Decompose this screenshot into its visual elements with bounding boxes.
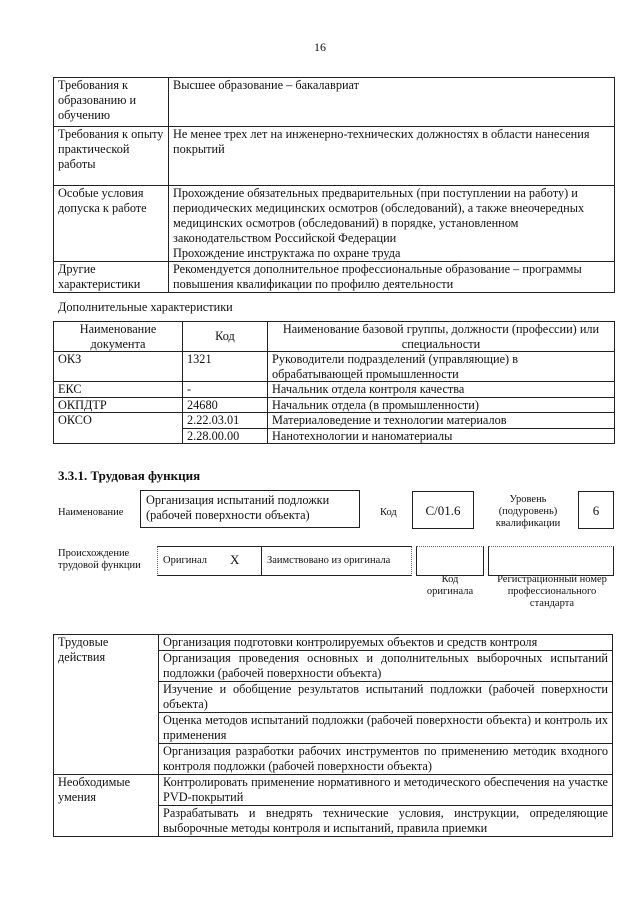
action-item: Организация подготовки контролируемых объектов и средств контроля [159,635,613,651]
action-item: Организация разработки рабочих инструментов по применению методик входного контроля подложки (рабочей поверхности объекта) [159,744,613,775]
requirement-value-line: Прохождение обязательных предварительных (при поступлении на работу) и периодических медицинских осмотров (обследований), а также внеочередных медицинских осмотров (обследований) в порядке, установленном законодательством Российской Федерации [173,186,585,245]
skill-item: Разрабатывать и внедрять технические условия, инструкции, определяющие выборочные методы контроля и испытаний, правила приемки [159,806,613,837]
table-cell-name: Начальник отдела контроля качества [268,382,615,398]
action-item: Изучение и обобщение результатов испытаний подложки (рабочей поверхности объекта) [159,682,613,713]
requirement-label: Требования к образованию и обучению [54,78,169,127]
table-cell-name: Нанотехнологии и наноматериалы [268,428,615,444]
requirement-value: Высшее образование – бакалавриат [169,78,615,127]
header-document: Наименование документа [54,322,183,352]
registration-number-box [488,546,614,576]
skills-label: Необходимые умения [54,775,159,837]
actions-label: Трудовые действия [54,635,159,775]
table-cell-code: - [183,382,268,398]
divider [261,546,262,576]
table-cell-code: 2.28.00.00 [183,428,268,444]
original-code-box [416,546,484,576]
requirement-value-line: Прохождение инструктажа по охране труда [173,246,401,260]
actions-table [53,634,613,837]
registration-caption: Регистрационный номер профессионального стандарта [497,574,607,609]
requirement-label: Другие характеристики [54,262,169,293]
section-heading: 3.3.1. Трудовая функция [58,468,201,483]
requirement-label: Требования к опыту практической работы [54,127,169,186]
table-cell-doc: ОКЗ [54,352,183,382]
level-value: 6 [578,491,614,529]
table-cell-code: 2.22.03.01 [183,413,268,429]
additional-characteristics-label: Дополнительные характеристики [58,300,233,314]
page-number: 16 [314,40,326,54]
table-cell-name: Начальник отдела (в промышленности) [268,397,615,413]
header-name: Наименование базовой группы, должности (профессии) или специальности [268,322,615,352]
code-label: Код [380,507,397,518]
requirement-value: Не менее трех лет на инженерно-технических должностях в области нанесения покрытий [169,127,615,186]
table-cell-code: 24680 [183,397,268,413]
requirement-label: Особые условия допуска к работе [54,186,169,262]
header-code: Код [183,322,268,352]
original-code-caption: Код оригинала [426,574,474,597]
additional-table [53,321,615,444]
action-item: Оценка методов испытаний подложки (рабочей поверхности объекта) и контроль их применения [159,713,613,744]
action-item: Организация проведения основных и дополнительных выборочных испытаний подложки (рабочей поверхности объекта) [159,651,613,682]
origin-label: Происхождение трудовой функции [58,548,141,571]
skill-item: Контролировать применение нормативного и методического обеспечения на участке PVD-покрытий [159,775,613,806]
code-value: С/01.6 [412,491,474,529]
table-cell-doc: ОКСО [54,413,183,444]
requirement-value: Рекомендуется дополнительное профессиональные образование – программы повышения квалификации по профилю деятельности [169,262,615,293]
original-label: Оригинал [163,555,207,566]
table-cell-doc: ЕКС [54,382,183,398]
table-cell-doc: ОКПДТР [54,397,183,413]
function-name-value: Организация испытаний подложки (рабочей поверхности объекта) [140,490,360,528]
level-label: Уровень (подуровень) квалификации [495,494,561,529]
function-name-label: Наименование [58,507,124,518]
original-mark: X [230,552,240,567]
table-cell-name: Материаловедение и технологии материалов [268,413,615,429]
table-cell-code: 1321 [183,352,268,382]
borrowed-label: Заимствовано из оригинала [267,555,391,566]
table-cell-name: Руководители подразделений (управляющие) в обрабатывающей промышленности [268,352,615,382]
requirement-value [169,186,615,262]
requirements-table [53,77,615,293]
